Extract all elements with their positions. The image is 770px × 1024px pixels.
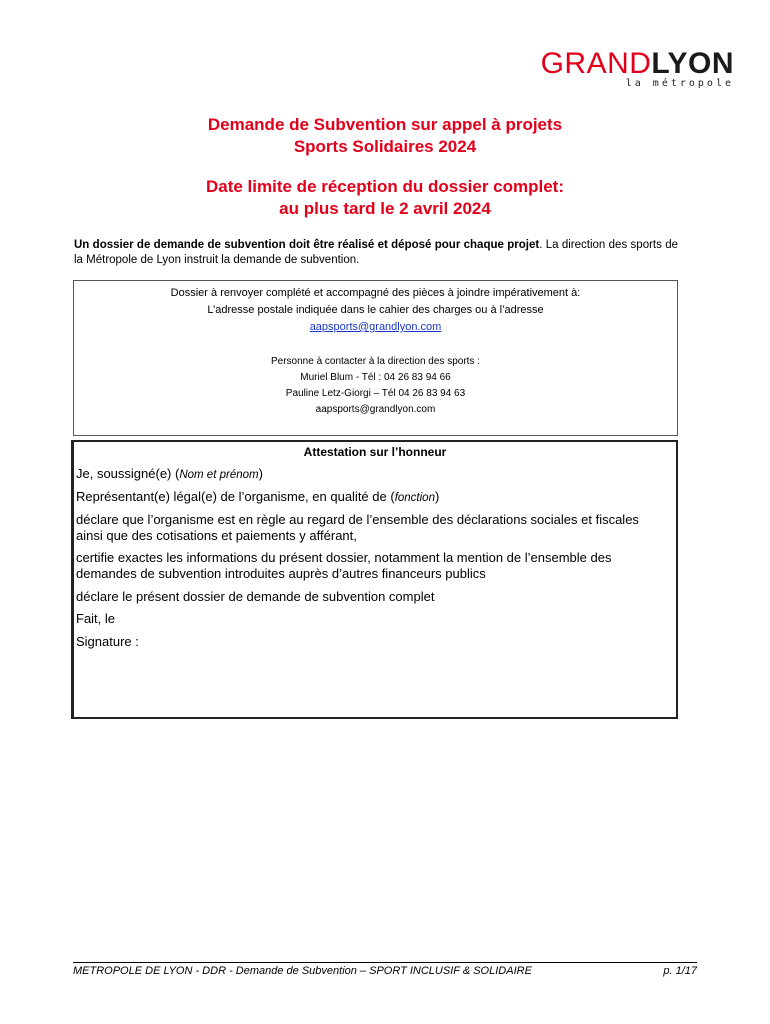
role-placeholder: fonction	[394, 492, 435, 504]
attestation-date-line: Fait, le	[76, 611, 116, 626]
grandlyon-logo	[541, 48, 734, 89]
intro-bold: Un dossier de demande de subvention doit être réalisé et déposé pour chaque projet	[74, 239, 540, 251]
attestation-certify: certifie exactes les informations du présent dossier, notamment la mention de l’ensemble des demandes de subvention introduites auprès d’autres financeurs publics	[76, 550, 612, 581]
attestation-box	[71, 440, 678, 719]
attestation-declare-complete: déclare le présent dossier de demande de subvention complet	[76, 589, 435, 604]
page-footer	[73, 962, 697, 977]
title-line-1: Demande de Subvention sur appel à projets	[207, 115, 563, 134]
title-line-2: Sports Solidaires 2024	[293, 137, 477, 156]
intro-paragraph	[74, 238, 678, 268]
footer-left: METROPOLE DE LYON - DDR - Demande de Subvention – SPORT INCLUSIF & SOLIDAIRE	[73, 965, 532, 977]
attestation-title: Attestation sur l’honneur	[303, 445, 447, 459]
name-line-text: Je, soussigné(e) (	[76, 466, 180, 481]
send-line-1: Dossier à renvoyer complété et accompagné des pièces à joindre impérativement à:	[170, 287, 581, 299]
deadline-line-2: au plus tard le 2 avril 2024	[279, 199, 491, 218]
contact-email: aapsports@grandlyon.com	[315, 404, 436, 415]
role-line-close: )	[434, 489, 440, 504]
attestation-name-line	[76, 466, 656, 483]
contact-2: Pauline Letz-Giorgi – Tél 04 26 83 94 63	[285, 388, 466, 399]
deadline-title	[0, 176, 770, 220]
send-instructions-box	[73, 280, 678, 436]
contact-1: Muriel Blum - Tél : 04 26 83 94 66	[300, 372, 451, 383]
intro-rest: . La direction des sports de la Métropole de Lyon instruit la demande de subvention.	[74, 239, 678, 266]
logo-grand-text: GRAND	[540, 47, 652, 80]
attestation-role-line	[76, 489, 656, 506]
role-line-text: Représentant(e) légal(e) de l’organisme, en qualité de (	[76, 489, 395, 504]
send-line-2: L’adresse postale indiquée dans le cahier des charges ou à l’adresse	[207, 304, 544, 316]
attestation-declare-social: déclare que l’organisme est en règle au regard de l’ensemble des déclarations sociales et fiscales ainsi que des cotisations et paiements y afférant,	[76, 512, 639, 543]
email-link[interactable]: aapsports@grandlyon.com	[309, 321, 442, 333]
logo-subtitle: la métropole	[625, 78, 734, 89]
page-number: p. 1/17	[663, 965, 697, 977]
deadline-line-1: Date limite de réception du dossier complet:	[205, 177, 565, 196]
contact-label: Personne à contacter à la direction des sports :	[270, 356, 480, 367]
logo-lyon-text: LYON	[651, 47, 734, 80]
name-placeholder: Nom et prénom	[179, 469, 259, 481]
attestation-signature-line: Signature :	[76, 634, 139, 649]
document-title	[0, 114, 770, 158]
name-line-close: )	[258, 466, 263, 481]
